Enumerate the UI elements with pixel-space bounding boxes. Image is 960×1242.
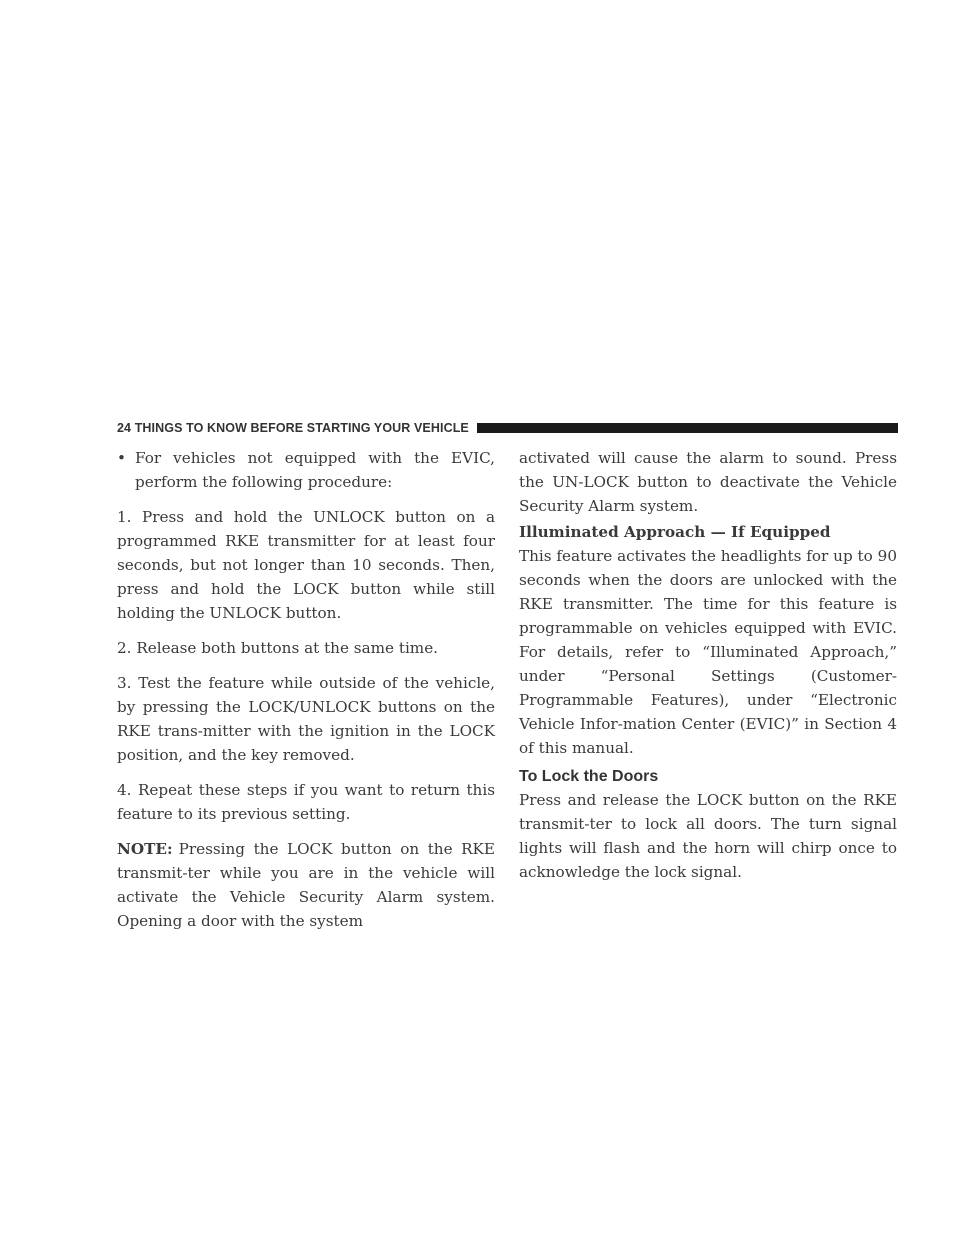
bullet-icon: •: [117, 449, 126, 467]
note-text: Pressing the LOCK button on the RKE transmit-ter while you are in the vehicle will activate the Vehicle Security Alarm system. Opening a door with the system: [117, 840, 495, 930]
step-2: 2. Release both buttons at the same time.: [117, 639, 439, 657]
lock-doors-heading: To Lock the Doors: [519, 768, 659, 785]
step-3: 3. Test the feature while outside of the vehicle, by pressing the LOCK/UNLOCK buttons on the RKE trans-mitter with the ignition in the LOCK position, and the key removed.: [117, 674, 495, 764]
note-paragraph: [117, 837, 495, 933]
page-header: [117, 420, 898, 436]
section-title: THINGS TO KNOW BEFORE STARTING YOUR VEHICLE: [134, 421, 469, 435]
right-column: [519, 446, 897, 895]
lock-doors-text: Press and release the LOCK button on the RKE transmit-ter to lock all doors. The turn signal lights will flash and the horn will chirp once to acknowledge the lock signal.: [519, 791, 897, 881]
note-label: NOTE:: [117, 840, 173, 858]
header-rule: [477, 423, 898, 433]
left-column: [117, 446, 495, 944]
page-header-text: [117, 421, 469, 435]
page-number: 24: [117, 421, 132, 435]
note-continuation: activated will cause the alarm to sound. Press the UN-LOCK button to deactivate the Vehicle Security Alarm system.: [519, 449, 897, 515]
bullet-text: For vehicles not equipped with the EVIC, perform the following procedure:: [135, 449, 495, 491]
illuminated-approach-heading: Illuminated Approach — If Equipped: [519, 523, 831, 541]
bullet-item: [117, 446, 495, 494]
illuminated-approach-text: This feature activates the headlights for up to 90 seconds when the doors are unlocked with the RKE transmitter. The time for this feature is programmable on vehicles equipped with EVIC. For details, refer to “Illuminated Approach,” under “Personal Settings (Customer-Programmable Features), under “Electronic Vehicle Infor-mation Center (EVIC)” in Section 4 of this manual.: [519, 547, 897, 757]
step-4: 4. Repeat these steps if you want to return this feature to its previous setting.: [117, 781, 495, 823]
step-1: 1. Press and hold the UNLOCK button on a programmed RKE transmitter for at least four seconds, but not longer than 10 seconds. Then, press and hold the LOCK button while still holding the UNLOCK button.: [117, 508, 495, 622]
